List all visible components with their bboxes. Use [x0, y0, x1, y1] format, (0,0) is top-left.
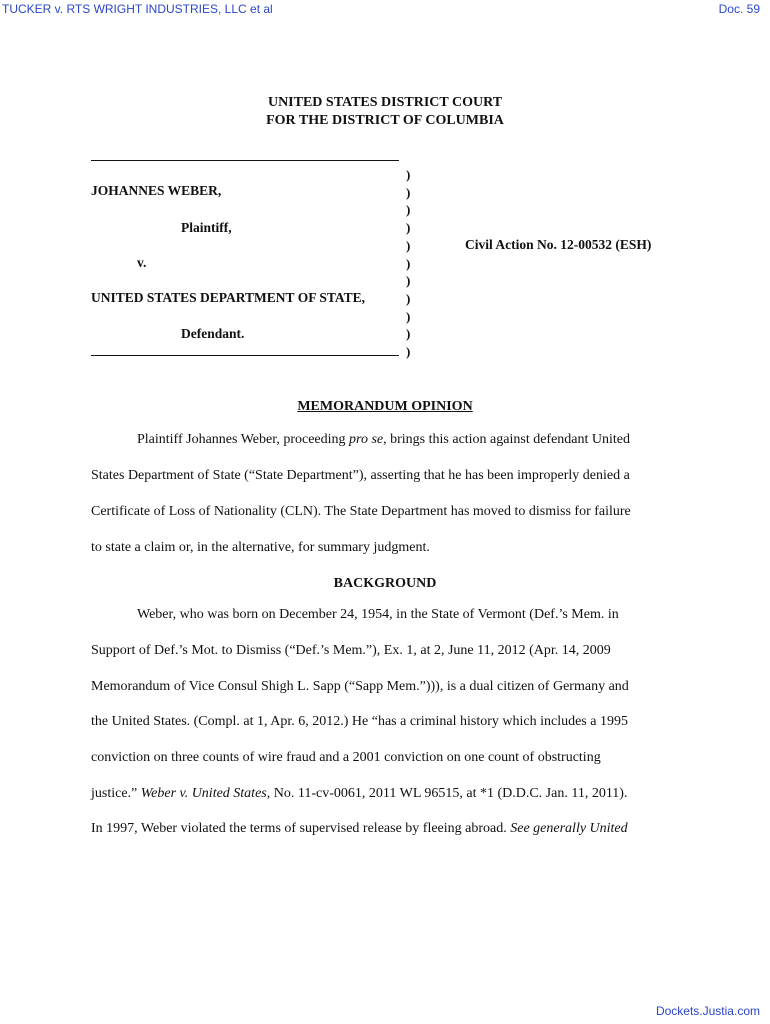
doc-number-link[interactable]: Doc. 59 [718, 2, 760, 16]
caption-top-rule [91, 160, 399, 161]
body-line: the United States. (Compl. at 1, Apr. 6, 2012.) He “has a criminal history which includes a 1995 [91, 714, 628, 729]
body-line: In 1997, Weber violated the terms of supervised release by fleeing abroad. See generally United [91, 821, 628, 836]
paren: ) [406, 273, 411, 289]
defendant-role: Defendant. [181, 326, 245, 341]
paren: ) [406, 237, 411, 253]
body-line: States Department of State (“State Department”), asserting that he has been improperly denied a [91, 468, 630, 483]
paren: ) [406, 184, 411, 200]
defendant-name: UNITED STATES DEPARTMENT OF STATE, [91, 290, 365, 305]
court-heading [0, 94, 770, 130]
paren: ) [406, 308, 411, 324]
body-line: Support of Def.’s Mot. to Dismiss (“Def.’s Mem.”), Ex. 1, at 2, June 11, 2012 (Apr. 14, 2009 [91, 643, 611, 658]
body-line: conviction on three counts of wire fraud and a 2001 conviction on one count of obstructing [91, 750, 601, 765]
paren: ) [406, 220, 411, 236]
justia-footer-link[interactable]: Dockets.Justia.com [655, 1004, 760, 1018]
civil-action-number: Civil Action No. 12-00532 (ESH) [465, 237, 652, 252]
body-line: justice.” Weber v. United States, No. 11-cv-0061, 2011 WL 96515, at *1 (D.D.C. Jan. 11, 2011). [91, 786, 628, 801]
case-title-link[interactable]: TUCKER v. RTS WRIGHT INDUSTRIES, LLC et al [2, 2, 273, 16]
paren: ) [406, 255, 411, 271]
court-line-1: UNITED STATES DISTRICT COURT [267, 95, 503, 110]
body-line: Plaintiff Johannes Weber, proceeding pro se, brings this action against defendant United [137, 432, 631, 447]
paren: ) [406, 326, 411, 342]
body-line: to state a claim or, in the alternative, for summary judgment. [91, 540, 430, 555]
paren: ) [406, 167, 411, 182]
versus: v. [137, 255, 147, 270]
paren: ) [406, 344, 411, 360]
background-heading: BACKGROUND [333, 576, 437, 591]
paren: ) [406, 290, 411, 306]
body-line: Certificate of Loss of Nationality (CLN). The State Department has moved to dismiss for failure [91, 504, 631, 519]
paren: ) [406, 202, 411, 218]
plaintiff-role: Plaintiff, [181, 220, 232, 235]
plaintiff-name: JOHANNES WEBER, [91, 183, 222, 198]
body-line: Weber, who was born on December 24, 1954, in the State of Vermont (Def.’s Mem. in [137, 607, 619, 622]
caption-bottom-rule [91, 355, 399, 356]
court-line-2: FOR THE DISTRICT OF COLUMBIA [266, 113, 504, 128]
caption-parentheses [406, 166, 410, 361]
body-line: Memorandum of Vice Consul Shigh L. Sapp (“Sapp Mem.”))), is a dual citizen of Germany and [91, 679, 629, 694]
opinion-title: MEMORANDUM OPINION [297, 399, 473, 414]
